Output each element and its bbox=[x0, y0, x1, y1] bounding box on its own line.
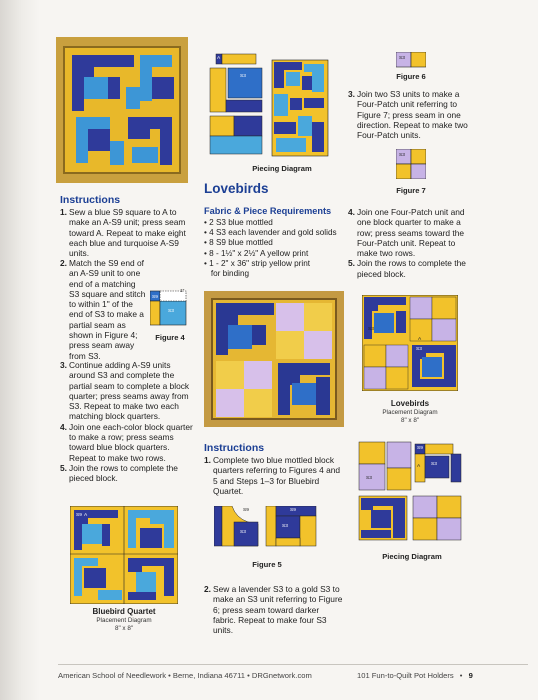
requirement-item: • 8 S9 blue mottled bbox=[204, 238, 273, 248]
figure-7: S3 bbox=[396, 149, 426, 179]
requirement-item: • 1 - 2" x 36" strip yellow print bbox=[204, 258, 311, 268]
figure-7-caption: Figure 7 bbox=[396, 186, 426, 195]
lovebirds-step-3: 3. Join two S3 units to make a Four-Patch unit referring to Figure 7; press seam in one direction. Repeat to make two Four-Patch units. bbox=[348, 89, 468, 141]
bluebird-instructions-title: Instructions bbox=[60, 194, 121, 206]
footer-book-name: 101 Fun-to-Quilt Pot Holders bbox=[357, 671, 454, 680]
requirement-item: • 2 S3 blue mottled bbox=[204, 218, 273, 227]
right-piecing-caption: Piecing Diagram bbox=[382, 552, 442, 561]
lovebirds-diagram-title: Lovebirds bbox=[390, 399, 430, 408]
lovebirds-heading: Lovebirds bbox=[204, 181, 269, 196]
figure-6-caption: Figure 6 bbox=[396, 72, 426, 81]
figure-6: S3 bbox=[396, 52, 426, 68]
requirement-item: for binding bbox=[204, 269, 250, 279]
center-piecing-caption: Piecing Diagram bbox=[252, 164, 312, 173]
bluebird-step-2: 2. Match the S9 end of an A-S9 unit to one end of a matching S3 square and stitch to within 1" of the end of S3 to make a partial seam as shown in Figure 4; press seam away from S3. bbox=[60, 258, 146, 361]
lovebirds-steps-4-5 bbox=[348, 207, 476, 279]
bluebird-quartet-title: Bluebird Quartet bbox=[92, 607, 156, 616]
bluebird-step-1: 1. Sew a blue S9 square to A to make an A-S9 unit; press seam toward A. Repeat to make eight each blue and turquoise A-S9 units. bbox=[60, 207, 186, 259]
requirements-heading: Fabric & Piece Requirements bbox=[204, 206, 332, 216]
lovebirds-size-label: 8" x 8" bbox=[400, 417, 420, 424]
requirement-item: • 4 S3 each lavender and gold solids bbox=[204, 228, 337, 238]
lovebirds-photo bbox=[204, 291, 344, 427]
bluebird-size-label: 8" x 8" bbox=[114, 625, 134, 632]
lovebirds-placement-label: Placement Diagram bbox=[382, 409, 438, 416]
bluebird-step-4: 4. Join one each-color block quarter to make a row; press seams toward blue block quarters. Repeat to make two rows. bbox=[60, 421, 193, 463]
footer-book-title bbox=[357, 671, 473, 680]
footer-publisher: American School of Needlework • Berne, Indiana 46711 • DRGnetwork.com bbox=[58, 671, 312, 680]
footer-divider bbox=[58, 664, 528, 665]
bluebird-step-5: 5. Join the rows to complete the pieced block. bbox=[60, 462, 178, 484]
lovebirds-placement-diagram: S3 A S3 bbox=[362, 295, 458, 391]
figure-5: S9 S3 S9 S3 bbox=[214, 506, 320, 548]
bluebird-quartet-diagram: A S9 bbox=[70, 506, 178, 604]
bluebird-steps bbox=[60, 207, 192, 258]
bluebird-placement-label: Placement Diagram bbox=[96, 617, 152, 624]
bluebird-photo bbox=[56, 37, 188, 183]
requirement-item: • 8 - 1½" x 2½" A yellow print bbox=[204, 248, 309, 258]
page-number: 9 bbox=[468, 671, 473, 680]
figure-5-caption: Figure 5 bbox=[252, 560, 282, 569]
lovebirds-step-5: 5. Join the rows to complete the pieced block. bbox=[348, 258, 466, 279]
footer-separator: • bbox=[459, 671, 463, 680]
lovebirds-step-4: 4. Join one Four-Patch unit and one block quarter to make a row; press seams toward the Four-Patch unit. Repeat to make two rows. bbox=[348, 207, 465, 259]
bluebird-steps-3-5 bbox=[60, 360, 194, 484]
figure-4-caption: Figure 4 bbox=[155, 333, 185, 342]
lovebirds-step-2: 2. Sew a lavender S3 to a gold S3 to make an S3 unit referring to Figure 6; press seam toward darker fabric. Repeat to make four S3 units. bbox=[204, 584, 343, 636]
requirements-list bbox=[204, 218, 344, 279]
right-piecing-diagram: S9 S3 S3 A bbox=[357, 440, 465, 544]
lovebirds-instructions-title: Instructions bbox=[204, 442, 265, 454]
figure-4: S9 S3 1" bbox=[150, 289, 190, 329]
center-piecing-diagram: A S3 bbox=[206, 50, 330, 160]
bluebird-step-3: 3. Continue adding A-S9 units around S3 and complete the partial seam to complete a block quarter; press seams away from S3. Repeat to make two each matching block quarters. bbox=[60, 360, 190, 422]
lovebirds-step-1: 1. Complete two blue mottled block quarters referring to Figures 4 and 5 and Steps 1–3 for Bluebird Quartet. bbox=[204, 455, 341, 496]
